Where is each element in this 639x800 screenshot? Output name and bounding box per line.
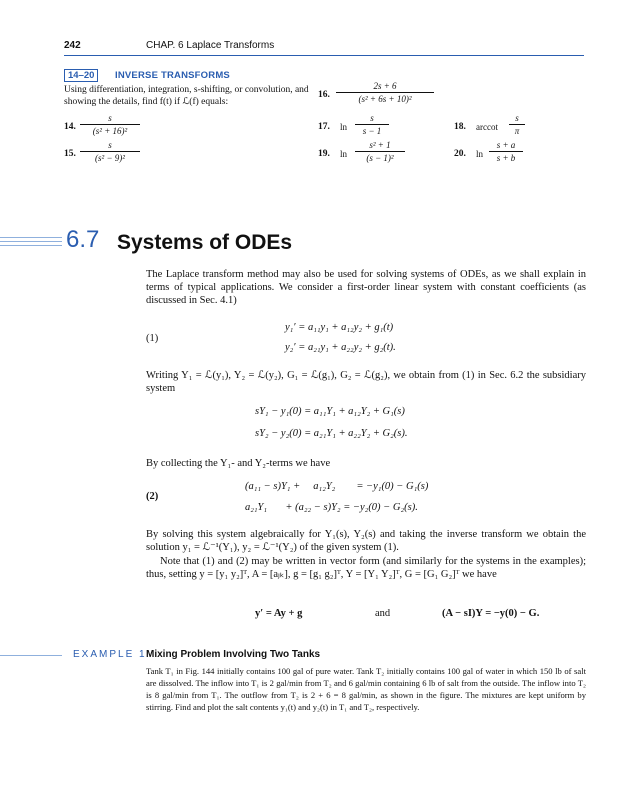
vector-equation-right: (A − sI)Y = −y(0) − G.	[442, 608, 540, 619]
section-number: 6.7	[66, 226, 100, 253]
section-rule	[0, 245, 62, 246]
problem-label: 17.	[318, 122, 330, 132]
running-head: CHAP. 6 Laplace Transforms	[146, 40, 275, 51]
problem-range-label: 14–20	[64, 69, 98, 82]
header-rule	[64, 55, 584, 56]
subsidiary-line-2: sY₂ − y₂(0) = a₂₁Y₁ + a₂₂Y₂ + G₂(s).	[255, 428, 408, 439]
problem-15-fraction: $\frac{s}{\text{(s² − 9)²}}$	[80, 140, 140, 163]
problem-label: 19.	[318, 149, 330, 159]
section-rule	[0, 241, 62, 242]
problem-19-prefix: ln	[340, 149, 348, 159]
example-title: Mixing Problem Involving Two Tanks	[146, 649, 321, 660]
problem-20-fraction: $\frac{s + a}{s + b}$	[489, 140, 523, 163]
problem-label: 18.	[454, 122, 466, 132]
equation-1-line-2: y₂′ = a₂₁y₁ + a₂₂y₂ + g₂(t).	[285, 342, 396, 353]
problem-14-fraction: $\frac{s}{\text{(s² + 16)²}}$	[80, 113, 140, 136]
problem-label: 16.	[318, 90, 330, 100]
problem-19-fraction: $\frac{\text{s² + 1}}{\text{(s − 1)²}}$	[355, 140, 405, 163]
vector-equation-left: y′ = Ay + g	[255, 608, 303, 619]
problem-20-prefix: ln	[476, 149, 484, 159]
problem-17-fraction: $\frac{s}{s - 1}$	[355, 113, 389, 136]
problem-16-fraction: $\frac{2s + 6}{\text{(s² + 6s + 10)²}}$	[336, 81, 434, 104]
equation-label: (1)	[146, 333, 159, 344]
intro-paragraph: The Laplace transform method may also be used for solving systems of ODEs, as we shall explain in terms of typical applications. We consider a first-order linear system with constant coefficients (as discussed in Sec. 4.1)	[146, 269, 586, 306]
problem-18-fraction: $\frac{s}{\pi}$	[509, 113, 525, 136]
writing-paragraph: Writing Y₁ = ℒ(y₁), Y₂ = ℒ(y₂), G₁ = ℒ(g₁), G₂ = ℒ(g₂), we obtain from (1) in Sec. 6.2 the subsidiary system	[146, 370, 586, 394]
note-paragraph: Note that (1) and (2) may be written in vector form (and similarly for the systems in the examples); thus, setting y = [y₁ y₂]ᵀ, A = [aⱼₖ], g = [g₁ g₂]ᵀ, Y = [Y₁ Y₂]ᵀ, G = [G₁ G₂]ᵀ we have	[146, 556, 586, 580]
solving-paragraph: By solving this system algebraically for Y₁(s), Y₂(s) and taking the inverse transform we obtain the solution y₁ = ℒ⁻¹(Y₁), y₂ = ℒ⁻¹(Y₂) of the given system (1).	[146, 529, 586, 553]
problem-label: 14.	[64, 122, 76, 132]
problem-17-prefix: ln	[340, 122, 348, 132]
problem-set-title: INVERSE TRANSFORMS	[115, 70, 230, 81]
problem-label: 20.	[454, 149, 466, 159]
example-label: EXAMPLE 1	[73, 649, 147, 660]
example-text: Tank T₁ in Fig. 144 initially contains 100 gal of pure water. Tank T₂ initially contains 100 gal of water in which 150 lb of salt are dissolved. The inflow into T₁ is 2 gal/min from T₂ and 6 gal/min containing 6 lb of salt from the outside. The inflow into T₂ is 8 gal/min from T₁. The outflow from T₂ is 2 + 6 = 8 gal/min, as shown in the figure. The mixtures are kept uniform by stirring. Find and plot the salt contents y₁(t) and y₂(t) in T₁ and T₂, respectively.	[146, 666, 586, 712]
equation-2-line-1: (a₁₁ − s)Y₁ + a₁₂Y₂ = −y₁(0) − G₁(s)	[245, 481, 429, 492]
problem-label: 15.	[64, 149, 76, 159]
section-rule	[0, 237, 62, 238]
equation-1-line-1: y₁′ = a₁₁y₁ + a₁₂y₂ + g₁(t)	[285, 322, 394, 333]
page-number: 242	[64, 40, 81, 51]
collecting-paragraph: By collecting the Y₁- and Y₂-terms we have	[146, 458, 331, 469]
problem-18-prefix: arccot	[476, 122, 498, 132]
section-title: Systems of ODEs	[117, 231, 293, 254]
equation-2-line-2: a₂₁Y₁ + (a₂₂ − s)Y₂ = −y₂(0) − G₂(s).	[245, 502, 418, 513]
vector-equation-and: and	[375, 608, 391, 619]
subsidiary-line-1: sY₁ − y₁(0) = a₁₁Y₁ + a₁₂Y₂ + G₁(s)	[255, 406, 405, 417]
problem-instructions: Using differentiation, integration, s-shifting, or convolution, and showing the details, find f(t) if ℒ(f) equals:	[64, 85, 309, 107]
example-rule	[0, 655, 62, 656]
equation-label: (2)	[146, 491, 159, 502]
